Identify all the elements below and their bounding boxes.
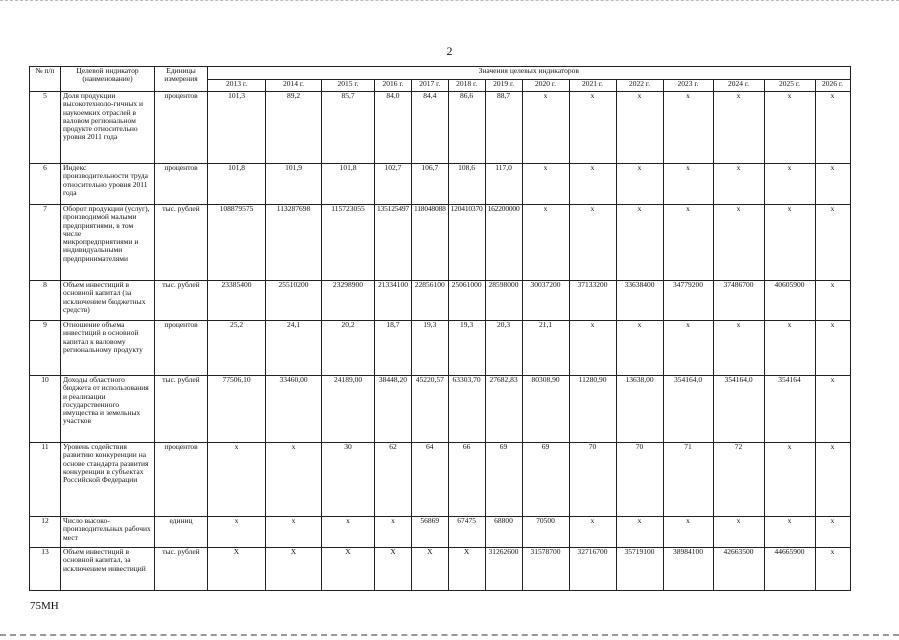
value-cell: 84,4 bbox=[411, 92, 448, 164]
value-cell: 62 bbox=[375, 443, 412, 517]
value-cell: 354164,0 bbox=[663, 376, 713, 443]
value-cell: x bbox=[764, 205, 815, 281]
table-row bbox=[30, 92, 851, 164]
table-row bbox=[30, 164, 851, 205]
value-cell: 89,2 bbox=[266, 92, 322, 164]
value-cell: 162200000 bbox=[485, 205, 522, 281]
value-cell: 70 bbox=[616, 443, 663, 517]
header-year: 2022 г. bbox=[616, 80, 663, 92]
value-cell: 27682,83 bbox=[485, 376, 522, 443]
value-cell: x bbox=[569, 92, 616, 164]
header-year: 2018 г. bbox=[448, 80, 485, 92]
value-cell: 108,6 bbox=[448, 164, 485, 205]
value-cell: x bbox=[764, 164, 815, 205]
value-cell: x bbox=[208, 517, 266, 548]
table-row bbox=[30, 443, 851, 517]
indicator-name: Доля продукции высокотехноло-гичных и наукоемких отраслей в валовом региональном продукте относительно уровня 2011 года bbox=[61, 92, 155, 164]
row-number: 8 bbox=[30, 281, 61, 321]
header-year: 2026 г. bbox=[815, 80, 850, 92]
header-year: 2016 г. bbox=[375, 80, 412, 92]
value-cell: 68800 bbox=[485, 517, 522, 548]
value-cell: 20,3 bbox=[485, 321, 522, 376]
value-cell: x bbox=[713, 517, 764, 548]
value-cell: x bbox=[616, 92, 663, 164]
value-cell: 23385400 bbox=[208, 281, 266, 321]
header-year: 2013 г. bbox=[208, 80, 266, 92]
value-cell: 71 bbox=[663, 443, 713, 517]
value-cell: 11280,90 bbox=[569, 376, 616, 443]
value-cell: x bbox=[764, 517, 815, 548]
value-cell: x bbox=[764, 443, 815, 517]
table-row bbox=[30, 205, 851, 281]
value-cell: x bbox=[616, 517, 663, 548]
value-cell: x bbox=[815, 548, 850, 591]
indicator-name: Доходы областного бюджета от использования и реализации государственного имущества и земельных участков bbox=[61, 376, 155, 443]
row-number: 9 bbox=[30, 321, 61, 376]
table-row bbox=[30, 548, 851, 591]
value-cell: 19,3 bbox=[411, 321, 448, 376]
value-cell: 42663500 bbox=[713, 548, 764, 591]
value-cell: 22856100 bbox=[411, 281, 448, 321]
value-cell: 33638400 bbox=[616, 281, 663, 321]
header-year: 2019 г. bbox=[485, 80, 522, 92]
value-cell: X bbox=[448, 548, 485, 591]
value-cell: 101,3 bbox=[208, 92, 266, 164]
value-cell: 115723055 bbox=[322, 205, 375, 281]
value-cell: 24,1 bbox=[266, 321, 322, 376]
value-cell: 25510200 bbox=[266, 281, 322, 321]
row-number: 11 bbox=[30, 443, 61, 517]
unit: процентов bbox=[155, 321, 208, 376]
value-cell: 106,7 bbox=[411, 164, 448, 205]
value-cell: x bbox=[266, 443, 322, 517]
value-cell: 70500 bbox=[522, 517, 569, 548]
row-number: 7 bbox=[30, 205, 61, 281]
header-year: 2014 г. bbox=[266, 80, 322, 92]
value-cell: x bbox=[522, 164, 569, 205]
value-cell: 67475 bbox=[448, 517, 485, 548]
indicator-name: Объем инвестиций в основной капитал, за исключением инвестиций bbox=[61, 548, 155, 591]
header-year: 2025 г. bbox=[764, 80, 815, 92]
table-row bbox=[30, 321, 851, 376]
value-cell: x bbox=[522, 92, 569, 164]
value-cell: x bbox=[616, 205, 663, 281]
indicator-name: Отношение объема инвестиций в основной капитал к валовому региональному продукту bbox=[61, 321, 155, 376]
value-cell: x bbox=[663, 517, 713, 548]
document-code: 75MH bbox=[30, 600, 59, 612]
value-cell: x bbox=[375, 517, 412, 548]
value-cell: 108879575 bbox=[208, 205, 266, 281]
header-year: 2015 г. bbox=[322, 80, 375, 92]
value-cell: x bbox=[815, 517, 850, 548]
value-cell: 30037200 bbox=[522, 281, 569, 321]
header-year: 2024 г. bbox=[713, 80, 764, 92]
header-year: 2017 г. bbox=[411, 80, 448, 92]
table-row bbox=[30, 281, 851, 321]
value-cell: X bbox=[411, 548, 448, 591]
value-cell: 38984100 bbox=[663, 548, 713, 591]
value-cell: 85,7 bbox=[322, 92, 375, 164]
value-cell: x bbox=[616, 164, 663, 205]
unit: тыс. рублей bbox=[155, 376, 208, 443]
value-cell: 101,8 bbox=[208, 164, 266, 205]
indicators-table bbox=[29, 66, 851, 591]
value-cell: x bbox=[569, 321, 616, 376]
value-cell: 135125497 bbox=[375, 205, 412, 281]
scan-edge-top bbox=[0, 0, 899, 6]
value-cell: 102,7 bbox=[375, 164, 412, 205]
page-number: 2 bbox=[446, 44, 453, 58]
value-cell: 18,7 bbox=[375, 321, 412, 376]
header-unit: Единицы измерения bbox=[155, 67, 208, 92]
value-cell: 37486700 bbox=[713, 281, 764, 321]
value-cell: 44665900 bbox=[764, 548, 815, 591]
value-cell: 35719100 bbox=[616, 548, 663, 591]
value-cell: 72 bbox=[713, 443, 764, 517]
value-cell: x bbox=[815, 376, 850, 443]
unit: тыс. рублей bbox=[155, 205, 208, 281]
value-cell: x bbox=[815, 164, 850, 205]
value-cell: 28598000 bbox=[485, 281, 522, 321]
table-row bbox=[30, 376, 851, 443]
value-cell: x bbox=[522, 205, 569, 281]
value-cell: x bbox=[815, 321, 850, 376]
value-cell: 40605900 bbox=[764, 281, 815, 321]
unit: процентов bbox=[155, 92, 208, 164]
indicator-name: Число высоко-производительных рабочих мест bbox=[61, 517, 155, 548]
value-cell: 70 bbox=[569, 443, 616, 517]
value-cell: X bbox=[322, 548, 375, 591]
value-cell: x bbox=[815, 92, 850, 164]
value-cell: 13638,00 bbox=[616, 376, 663, 443]
row-number: 5 bbox=[30, 92, 61, 164]
value-cell: x bbox=[713, 164, 764, 205]
unit: процентов bbox=[155, 164, 208, 205]
value-cell: x bbox=[569, 164, 616, 205]
value-cell: 23298900 bbox=[322, 281, 375, 321]
value-cell: x bbox=[663, 92, 713, 164]
value-cell: 120410370 bbox=[448, 205, 485, 281]
value-cell: 101,8 bbox=[322, 164, 375, 205]
value-cell: 31262600 bbox=[485, 548, 522, 591]
value-cell: 117,0 bbox=[485, 164, 522, 205]
value-cell: 77506,10 bbox=[208, 376, 266, 443]
value-cell: 31578700 bbox=[522, 548, 569, 591]
header-values-group: Значения целевых индикаторов bbox=[208, 67, 851, 80]
value-cell: 354164,0 bbox=[713, 376, 764, 443]
value-cell: x bbox=[266, 517, 322, 548]
value-cell: x bbox=[764, 321, 815, 376]
value-cell: 56869 bbox=[411, 517, 448, 548]
scan-edge-bottom bbox=[0, 632, 899, 636]
value-cell: 101,9 bbox=[266, 164, 322, 205]
indicator-name: Оборот продукции (услуг), производимой малыми предприятиями, в том числе микропредприятиями и индивидуальными предпринимателями bbox=[61, 205, 155, 281]
value-cell: 118048088 bbox=[411, 205, 448, 281]
row-number: 13 bbox=[30, 548, 61, 591]
indicator-name: Объем инвестиций в основной капитал (за исключением бюджетных средств) bbox=[61, 281, 155, 321]
value-cell: x bbox=[569, 517, 616, 548]
header-year: 2023 г. bbox=[663, 80, 713, 92]
value-cell: 21334100 bbox=[375, 281, 412, 321]
value-cell: 45220,57 bbox=[411, 376, 448, 443]
value-cell: 25,2 bbox=[208, 321, 266, 376]
value-cell: 69 bbox=[522, 443, 569, 517]
value-cell: 84,0 bbox=[375, 92, 412, 164]
indicator-name: Индекс производительности труда относительно уровня 2011 года bbox=[61, 164, 155, 205]
header-indicator: Целевой индикатор (наименование) bbox=[61, 67, 155, 92]
value-cell: 19,3 bbox=[448, 321, 485, 376]
value-cell: x bbox=[208, 443, 266, 517]
value-cell: 63303,70 bbox=[448, 376, 485, 443]
value-cell: x bbox=[663, 205, 713, 281]
value-cell: 354164 bbox=[764, 376, 815, 443]
value-cell: x bbox=[616, 321, 663, 376]
value-cell: 37133200 bbox=[569, 281, 616, 321]
value-cell: 34779200 bbox=[663, 281, 713, 321]
value-cell: x bbox=[713, 205, 764, 281]
value-cell: 25061000 bbox=[448, 281, 485, 321]
value-cell: x bbox=[663, 321, 713, 376]
value-cell: x bbox=[815, 205, 850, 281]
value-cell: 69 bbox=[485, 443, 522, 517]
value-cell: x bbox=[764, 92, 815, 164]
value-cell: x bbox=[713, 321, 764, 376]
value-cell: x bbox=[663, 164, 713, 205]
value-cell: 33460,00 bbox=[266, 376, 322, 443]
value-cell: x bbox=[322, 517, 375, 548]
header-no: № п/п bbox=[30, 67, 61, 92]
value-cell: X bbox=[266, 548, 322, 591]
value-cell: x bbox=[815, 281, 850, 321]
row-number: 6 bbox=[30, 164, 61, 205]
value-cell: 64 bbox=[411, 443, 448, 517]
value-cell: 66 bbox=[448, 443, 485, 517]
unit: процентов bbox=[155, 443, 208, 517]
value-cell: 24189,00 bbox=[322, 376, 375, 443]
value-cell: 86,6 bbox=[448, 92, 485, 164]
row-number: 12 bbox=[30, 517, 61, 548]
value-cell: X bbox=[208, 548, 266, 591]
value-cell: x bbox=[713, 92, 764, 164]
value-cell: 80308,90 bbox=[522, 376, 569, 443]
value-cell: X bbox=[375, 548, 412, 591]
value-cell: 30 bbox=[322, 443, 375, 517]
indicator-name: Уровень содействия развитию конкуренции на основе стандарта развития конкуренции в субъектах Российской Федерации bbox=[61, 443, 155, 517]
header-year: 2021 г. bbox=[569, 80, 616, 92]
value-cell: 32716700 bbox=[569, 548, 616, 591]
value-cell: 113287698 bbox=[266, 205, 322, 281]
value-cell: 20,2 bbox=[322, 321, 375, 376]
value-cell: 38448,20 bbox=[375, 376, 412, 443]
value-cell: x bbox=[569, 205, 616, 281]
value-cell: x bbox=[815, 443, 850, 517]
unit: тыс. рублей bbox=[155, 281, 208, 321]
unit: единиц bbox=[155, 517, 208, 548]
unit: тыс. рублей bbox=[155, 548, 208, 591]
table-row bbox=[30, 517, 851, 548]
header-year: 2020 г. bbox=[522, 80, 569, 92]
value-cell: 88,7 bbox=[485, 92, 522, 164]
value-cell: 21,1 bbox=[522, 321, 569, 376]
row-number: 10 bbox=[30, 376, 61, 443]
